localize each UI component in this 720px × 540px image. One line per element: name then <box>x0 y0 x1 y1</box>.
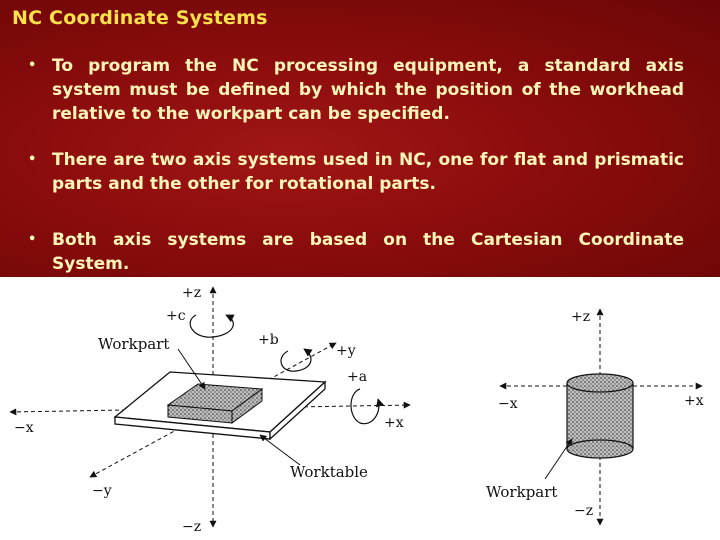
right-plus-z-label: +z <box>571 309 591 325</box>
bullet-text: Both axis systems are based on the Cartesian Coordinate System. <box>52 230 684 274</box>
rotational-axis-system <box>486 309 704 525</box>
bullet-item <box>28 148 684 196</box>
right-plus-x-label: +x <box>684 393 704 409</box>
cylinder-workpart <box>567 374 633 458</box>
plus-y-label: +y <box>336 343 356 359</box>
right-workpart-leader <box>545 439 572 479</box>
bullet-text: To program the NC processing equipment, a standard axis system must be defined by which the position of the workhead relative to the workpart can be specified. <box>52 56 684 124</box>
right-minus-z-label: −z <box>574 503 594 519</box>
workpart-label: Workpart <box>98 335 170 353</box>
c-rotation-arrow <box>190 315 233 337</box>
minus-z-label: −z <box>182 519 202 535</box>
bullet-item <box>28 54 684 126</box>
b-rotation-arrow <box>281 349 311 371</box>
minus-y-label: −y <box>92 483 112 499</box>
prismatic-axis-system <box>10 285 410 535</box>
plus-a-label: +a <box>347 369 368 385</box>
right-minus-x-label: −x <box>498 396 518 412</box>
worktable-leader <box>260 435 300 465</box>
slide-title: NC Coordinate Systems <box>12 7 268 29</box>
bullet-marker: • <box>28 152 37 167</box>
bullet-marker: • <box>28 232 37 247</box>
right-workpart-label: Workpart <box>486 483 558 501</box>
coordinate-systems-diagram <box>0 277 720 540</box>
bullet-marker: • <box>28 58 37 73</box>
plus-x-label: +x <box>384 415 404 431</box>
plus-c-label: +c <box>166 308 186 324</box>
minus-x-label: −x <box>14 420 34 436</box>
plus-z-label: +z <box>182 285 202 301</box>
bullet-text: There are two axis systems used in NC, one for flat and prismatic parts and the other for rotational parts. <box>52 150 684 194</box>
plus-b-label: +b <box>258 332 279 348</box>
bullet-item <box>28 228 684 276</box>
worktable-label: Worktable <box>290 463 368 481</box>
